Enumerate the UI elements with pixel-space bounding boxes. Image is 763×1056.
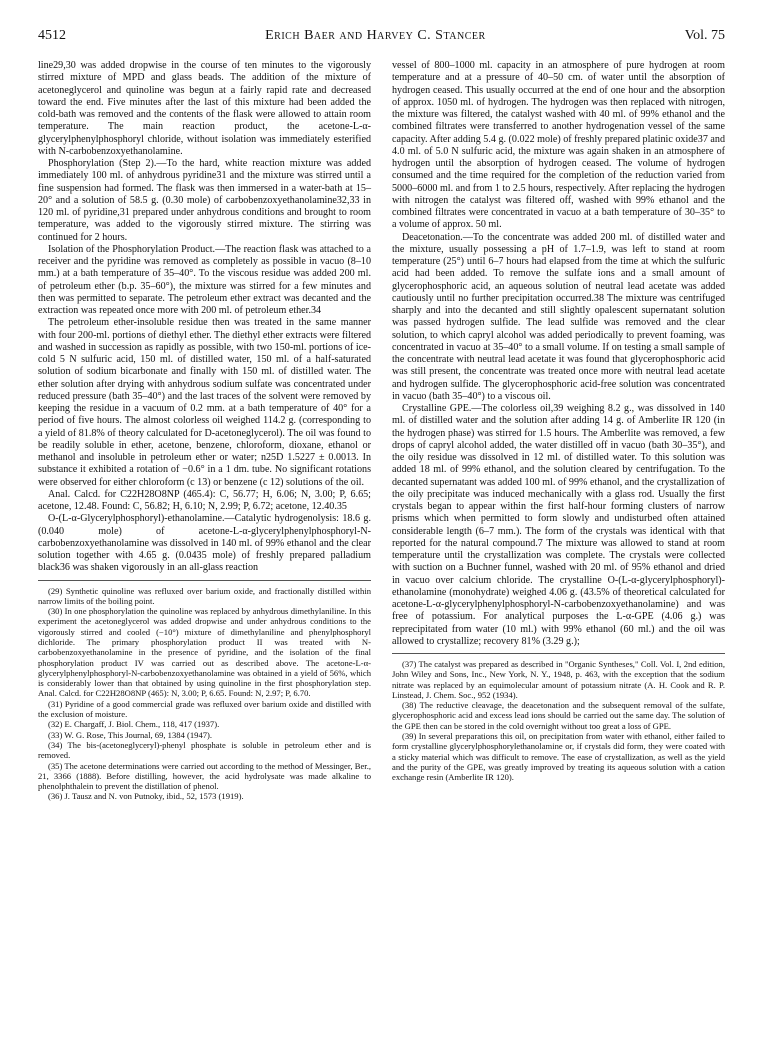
footnote: (39) In several preparations this oil, on precipitation from water with ethanol, either failed to form crystalline glycerylphosphorylethanolamine or, if crystals did form, they were coated with a sticky material which was difficult to remove. The ease of crystallization, as well as the yield and the purity of the GPE, was greatly improved by treating its aqueous solution with a cation exchange resin (Amberlite IR 120). xyxy=(392,731,725,783)
body-paragraph: O-(L-α-Glycerylphosphoryl)-ethanolamine.—Catalytic hydrogenolysis: 18.6 g. (0.040 mole) of acetone-L-α-glycerylphenylphosphoryl-N-carbobenzoxyethanolamine was dissolved in 140 ml. of 99% ethanol and the clear solution together with 4.65 g. (0.0435 mole) of freshly prepared palladium black36 was shaken vigorously in an all-glass reaction xyxy=(38,513,371,574)
footnote: (33) W. G. Rose, This Journal, 69, 1384 (1947). xyxy=(48,729,213,740)
left-column xyxy=(38,60,371,802)
page-header xyxy=(38,28,725,50)
footnote: (36) J. Tausz and N. von Putnoky, ibid., 52, 1573 (1919). xyxy=(48,791,244,802)
footnote: (37) The catalyst was prepared as described in "Organic Syntheses," Coll. Vol. I, 2nd edition, John Wiley and Sons, Inc., New York, N. Y., 1948, p. 463, with the exception that the sodium nitrate was replaced by an equimolecular amount of potassium nitrate (A. H. Cook and R. P. Linstead, J. Chem. Soc., 952 (1934). xyxy=(392,659,725,700)
footnote: (35) The acetone determinations were carried out according to the method of Messinger, Ber., 21, 3366 (1888). Before distilling, however, the acid hydrolysate was made alkaline to phenolphthalein to prevent the distillation of phenol. xyxy=(38,760,371,792)
body-paragraph: Crystalline GPE.—The colorless oil,39 weighing 8.2 g., was dissolved in 140 ml. of distilled water and the solution after adding 14 g. of Amberlite IR 120 (in the hydrogen phase) was stirred for 1.5 hours. The Amberlite was removed, a few drops of capryl alcohol added, the water distilled off in vacuo (bath 30–35°), and the oily residue was dissolved in 12 ml. of distilled water. To this solution was added 18 ml. of 99% ethanol, and the solution cleared by centrifugation. To the decanted supernatant was added 100 ml. of 99% ethanol, and the crystallization of the oily precipitate was induced mechanically with a glass rod. Usually the first crystals began to appear within the first half-hour forming clusters of narrow prisms which when permitted to form slowly and undisturbed often attained considerable length (6–7 mm.). The form of the crystals was identical with that reported for the natural compound.7 The mixture was allowed to stand at room temperature until the crystallization was complete. The crystals were collected with suction on a Buchner funnel, washed with 20 ml. of 95% ethanol and dried in vacuo over calcium chloride. The crystalline O-(L-α-glycerylphosphoryl)-ethanolamine (monohydrate) weighed 4.06 g. (43.5% of theoretical calculated for acetone-L-α-glycerylphenylphosphoryl-N-carbobenzoxyethanolamine) and was free of potassium. For analytical purposes the L-α-GPE (4.06 g.) was reprecipitated from water (10 ml.) with 99% ethanol (60 ml.) and the oil was allowed to crystallize; recovery 81% (3.29 g.); xyxy=(392,403,725,647)
page-number: 4512 xyxy=(38,28,66,43)
running-title: Erich Baer and Harvey C. Stancer xyxy=(265,28,486,43)
footnote: (31) Pyridine of a good commercial grade was refluxed over barium oxide and distilled with the exclusion of moisture. xyxy=(38,698,371,720)
body-paragraph: Isolation of the Phosphorylation Product.—The reaction flask was attached to a receiver and the pyridine was removed as completely as possible in vacuo (8–10 mm.) at a bath temperature of 35–40°. To the viscous residue was added 200 ml. of petroleum ether (b.p. 35–60°), the mixture was stirred for a few minutes and then was permitted to separate. The petroleum ether extract was decanted and the extraction was repeated once more with 200 ml. of petroleum ether.34 xyxy=(38,243,371,316)
footnote: (34) The bis-(acetoneglyceryl)-phenyl phosphate is soluble in petroleum ether and is removed. xyxy=(38,739,371,761)
footnote: (29) Synthetic quinoline was refluxed over barium oxide, and fractionally distilled within narrow limits of the boiling point. xyxy=(38,585,371,606)
volume-label: Vol. 75 xyxy=(684,28,725,43)
footnote: (30) In one phosphorylation the quinoline was replaced by anhydrous dimethylaniline. In this experiment the acetoneglycerol was added dropwise and under anhydrous conditions to the vigorously stirred and cooled (−10°) mixture of dimethylaniline and phenylphosphoryl dichloride. The primary phosphorylation product II was treated with N-carbobenzoxyethanolamine in the presence of pyridine, and the isolation of the final phosphorylation product IV was carried out as described above. The acetone-L-α-glycerylphenylphosphoryl-N-carbobenzoxyethanolamine was obtained in a yield of 56%, which is considerably lower than that obtained by using quinoline in the first phosphorylation step. Anal. Calcd. for C22H28O8NP (465): N, 3.00; P, 6.65. Found: N, 2.97; P, 6.70. xyxy=(38,606,371,699)
footnote: (38) The reductive cleavage, the deacetonation and the subsequent removal of the sulfate, glycerophosphoric acid and excess lead ions should be carried out the same day. The solution of the GPE then can be stored in the cold overnight without too great a loss of GPE. xyxy=(392,700,725,731)
right-column xyxy=(392,60,725,783)
footnote-divider xyxy=(38,580,371,581)
body-paragraph: Anal. Calcd. for C22H28O8NP (465.4): C, 56.77; H, 6.06; N, 3.00; P, 6.65; acetone, 12.48. Found: C, 56.82; H, 6.10; N, 2.99; P, 6.72; acetone, 12.40.35 xyxy=(38,488,371,512)
footnote-divider xyxy=(392,653,725,654)
footnote: (32) E. Chargaff, J. Biol. Chem., 118, 417 (1937). xyxy=(48,719,220,730)
body-paragraph: The petroleum ether-insoluble residue then was treated in the same manner with four 200-ml. portions of diethyl ether. The diethyl ether extracts were filtered and washed in succession as rapidly as possible, with two 150-ml. portions of ice-cold 5 N sulfuric acid, 150 ml. of distilled water, 150 ml. of a half-saturated solution of sodium bicarbonate and finally with 150 ml. of distilled water. The ether solution after drying with anhydrous sodium sulfate was concentrated under reduced pressure (bath 35–40°) and the last traces of the solvent were removed by keeping the residue in a vacuum of 0.2 mm. at a bath temperature of 40° for a period of five hours. The almost colorless oil weighed 114.2 g. (corresponding to a yield of 81.8% of theory calculated for D-acetoneglycerol). The oil was found to be readily soluble in ether, acetone, benzene, chloroform, dioxane, ethanol or methanol and insoluble in petroleum ether or water; n25D 1.5227 ± 0.0013. In substance it exhibited a rotation of −0.6° in a 1 dm. tube. No significant rotations were observed for either chloroform (c 13) or benzene (c 12) solutions of the oil. xyxy=(38,317,371,488)
body-paragraph: Phosphorylation (Step 2).—To the hard, white reaction mixture was added immediately 100 ml. of anhydrous pyridine31 and the mixture was stirred until a fine suspension had formed. The flask was then immersed in a water-bath at 15–20° and a solution of 58.5 g. (0.30 mole) of carbobenzoxyethanolamine32,33 in 120 ml. of pyridine,31 prepared under anhydrous conditions and brought to room temperature, was added to the vigorously stirred mixture. The stirring was continued for 2 hours. xyxy=(38,158,371,243)
body-paragraph: Deacetonation.—To the concentrate was added 200 ml. of distilled water and the mixture, usually possessing a pH of 1.7–1.9, was left to stand at room temperature (25°) until 6–7 hours had elapsed from the time at which the sulfuric acid had been added. To remove the sulfate ions and a small amount of glycerophosphoric acid, an aqueous solution of neutral lead acetate was added cautiously until no further precipitation occurred.38 The mixture was centrifuged sharply and into the decanted and still slightly opalescent supernatant solution was passed hydrogen sulfide. The lead sulfide was removed and the clear solution, to which capryl alcohol was added periodically to prevent foaming, was concentrated in vacuo at 35–40° to a small volume. If on testing a small sample of the concentrate with neutral lead acetate it was found that glycerophosphoric acid was still present, the concentrate was treated once more with neutral lead acetate and hydrogen sulfide. The glycerophosphoric acid-free solution was concentrated in vacuo (bath 35–40°) to a viscous oil. xyxy=(392,231,725,402)
body-paragraph: vessel of 800–1000 ml. capacity in an atmosphere of pure hydrogen at room temperature and at a pressure of 40–50 cm. of water until the absorption of hydrogen ceased. This usually occurred at the end of one hour and the absorption of approx. 1050 ml. of hydrogen. The hydrogen was then replaced with nitrogen, the mixture was filtered, the catalyst washed with 40 ml. of 99% ethanol and the combined filtrates were transferred to another hydrogenation vessel of the same capacity. After adding 5.4 g. (0.022 mole) of freshly prepared platinic oxide37 and 4.0 ml. of 5.0 N sulfuric acid, the mixture was again shaken in an atmosphere of hydrogen until the absorption of hydrogen ceased. The volume of hydrogen consumed and the time required for the completion of the reduction varied from 5000–6000 ml. and from 1 to 2.5 hours, respectively. After replacing the hydrogen with nitrogen the catalyst was filtered off, washed with 99% ethanol and the combined filtrates were concentrated in vacuo at a bath temperature of 30–35° to a volume of approx. 50 ml. xyxy=(392,60,725,231)
body-paragraph: line29,30 was added dropwise in the course of ten minutes to the vigorously stirred mixture of MPD and glass beads. The addition of the mixture of acetoneglycerol and quinoline was begun at a fairly rapid rate and decreased toward the end. Five minutes after the last of this mixture had been added the cold-bath was removed and the contents of the flask were allowed to attain room temperature. The main reaction product, the acetone-L-α-glycerylphenylphosphoryl chloride, without isolation was immediately esterified with N-carbobenzoxyethanolamine. xyxy=(38,60,371,157)
